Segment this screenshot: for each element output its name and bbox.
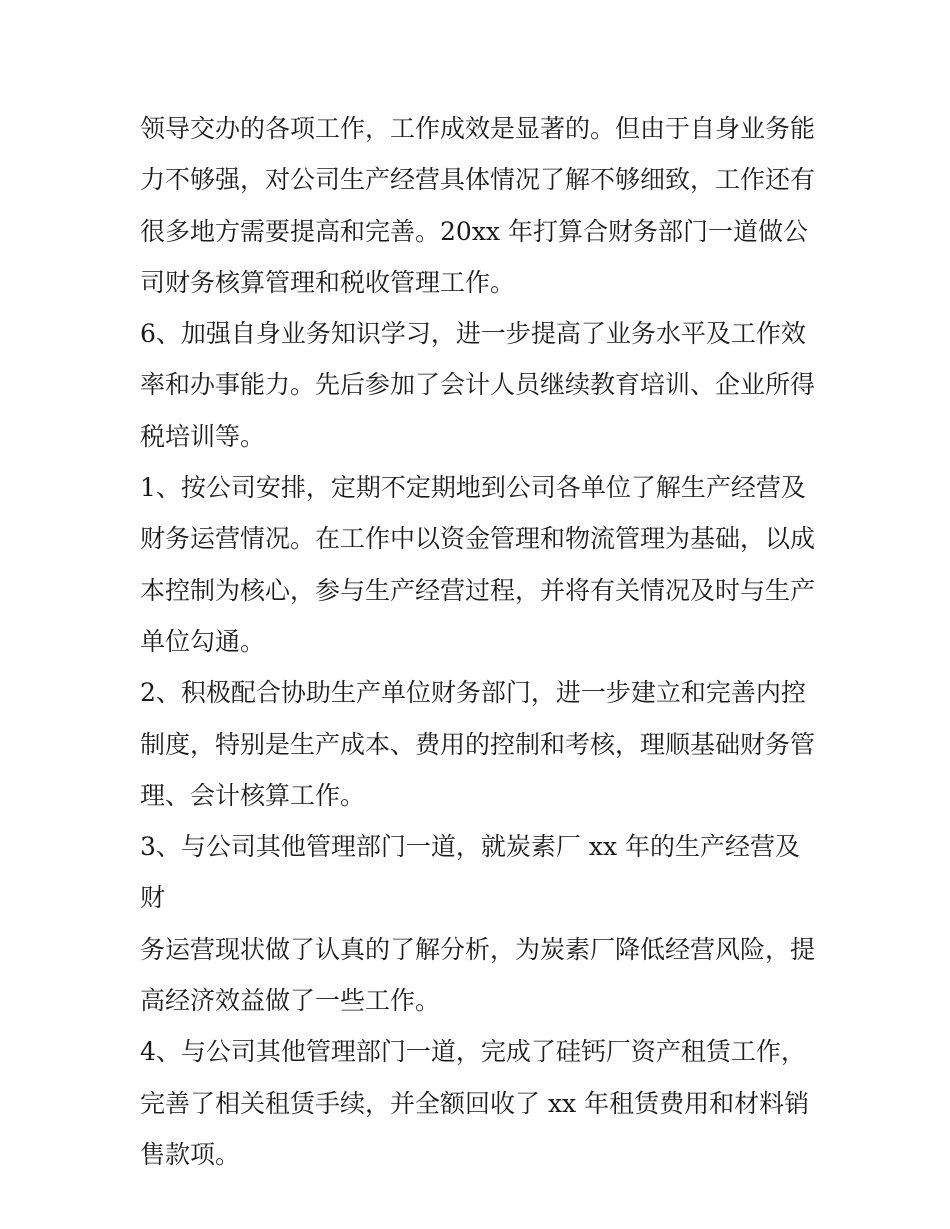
paragraph-item-4: 4、与公司其他管理部门一道，完成了硅钙厂资产租赁工作， 完善了相关租赁手续，并全额回收了 xx 年租赁费用和材料销 售款项。	[140, 1037, 810, 1169]
paragraph-item-1: 1、按公司安排，定期不定期地到公司各单位了解生产经营及 财务运营情况。在工作中以资金管理和物流管理为基础，以成 本控制为核心，参与生产经营过程，并将有关情况及时与生产 单位勾通。	[140, 473, 816, 656]
paragraph-work-summary: 领导交办的各项工作，工作成效是显著的。但由于自身业务能 力不够强，对公司生产经营具体情况了解不够细致，工作还有 很多地方需要提高和完善。20xx 年打算合财务部门一道做公 司财务核算管理和税收管理工作。	[140, 114, 816, 297]
paragraph-item-6: 6、加强自身业务知识学习，进一步提高了业务水平及工作效 率和办事能力。先后参加了会计人员继续教育培训、企业所得 税培训等。	[140, 319, 816, 451]
paragraph-item-2: 2、积极配合协助生产单位财务部门，进一步建立和完善内控 制度，特别是生产成本、费用的控制和考核，理顺基础财务管 理、会计核算工作。	[140, 678, 816, 810]
document-body	[140, 103, 820, 1180]
paragraph-item-3: 3、与公司其他管理部门一道，就炭素厂 xx 年的生产经营及财 务运营现状做了认真的了解分析，为炭素厂降低经营风险，提 高经济效益做了一些工作。	[140, 832, 816, 1016]
